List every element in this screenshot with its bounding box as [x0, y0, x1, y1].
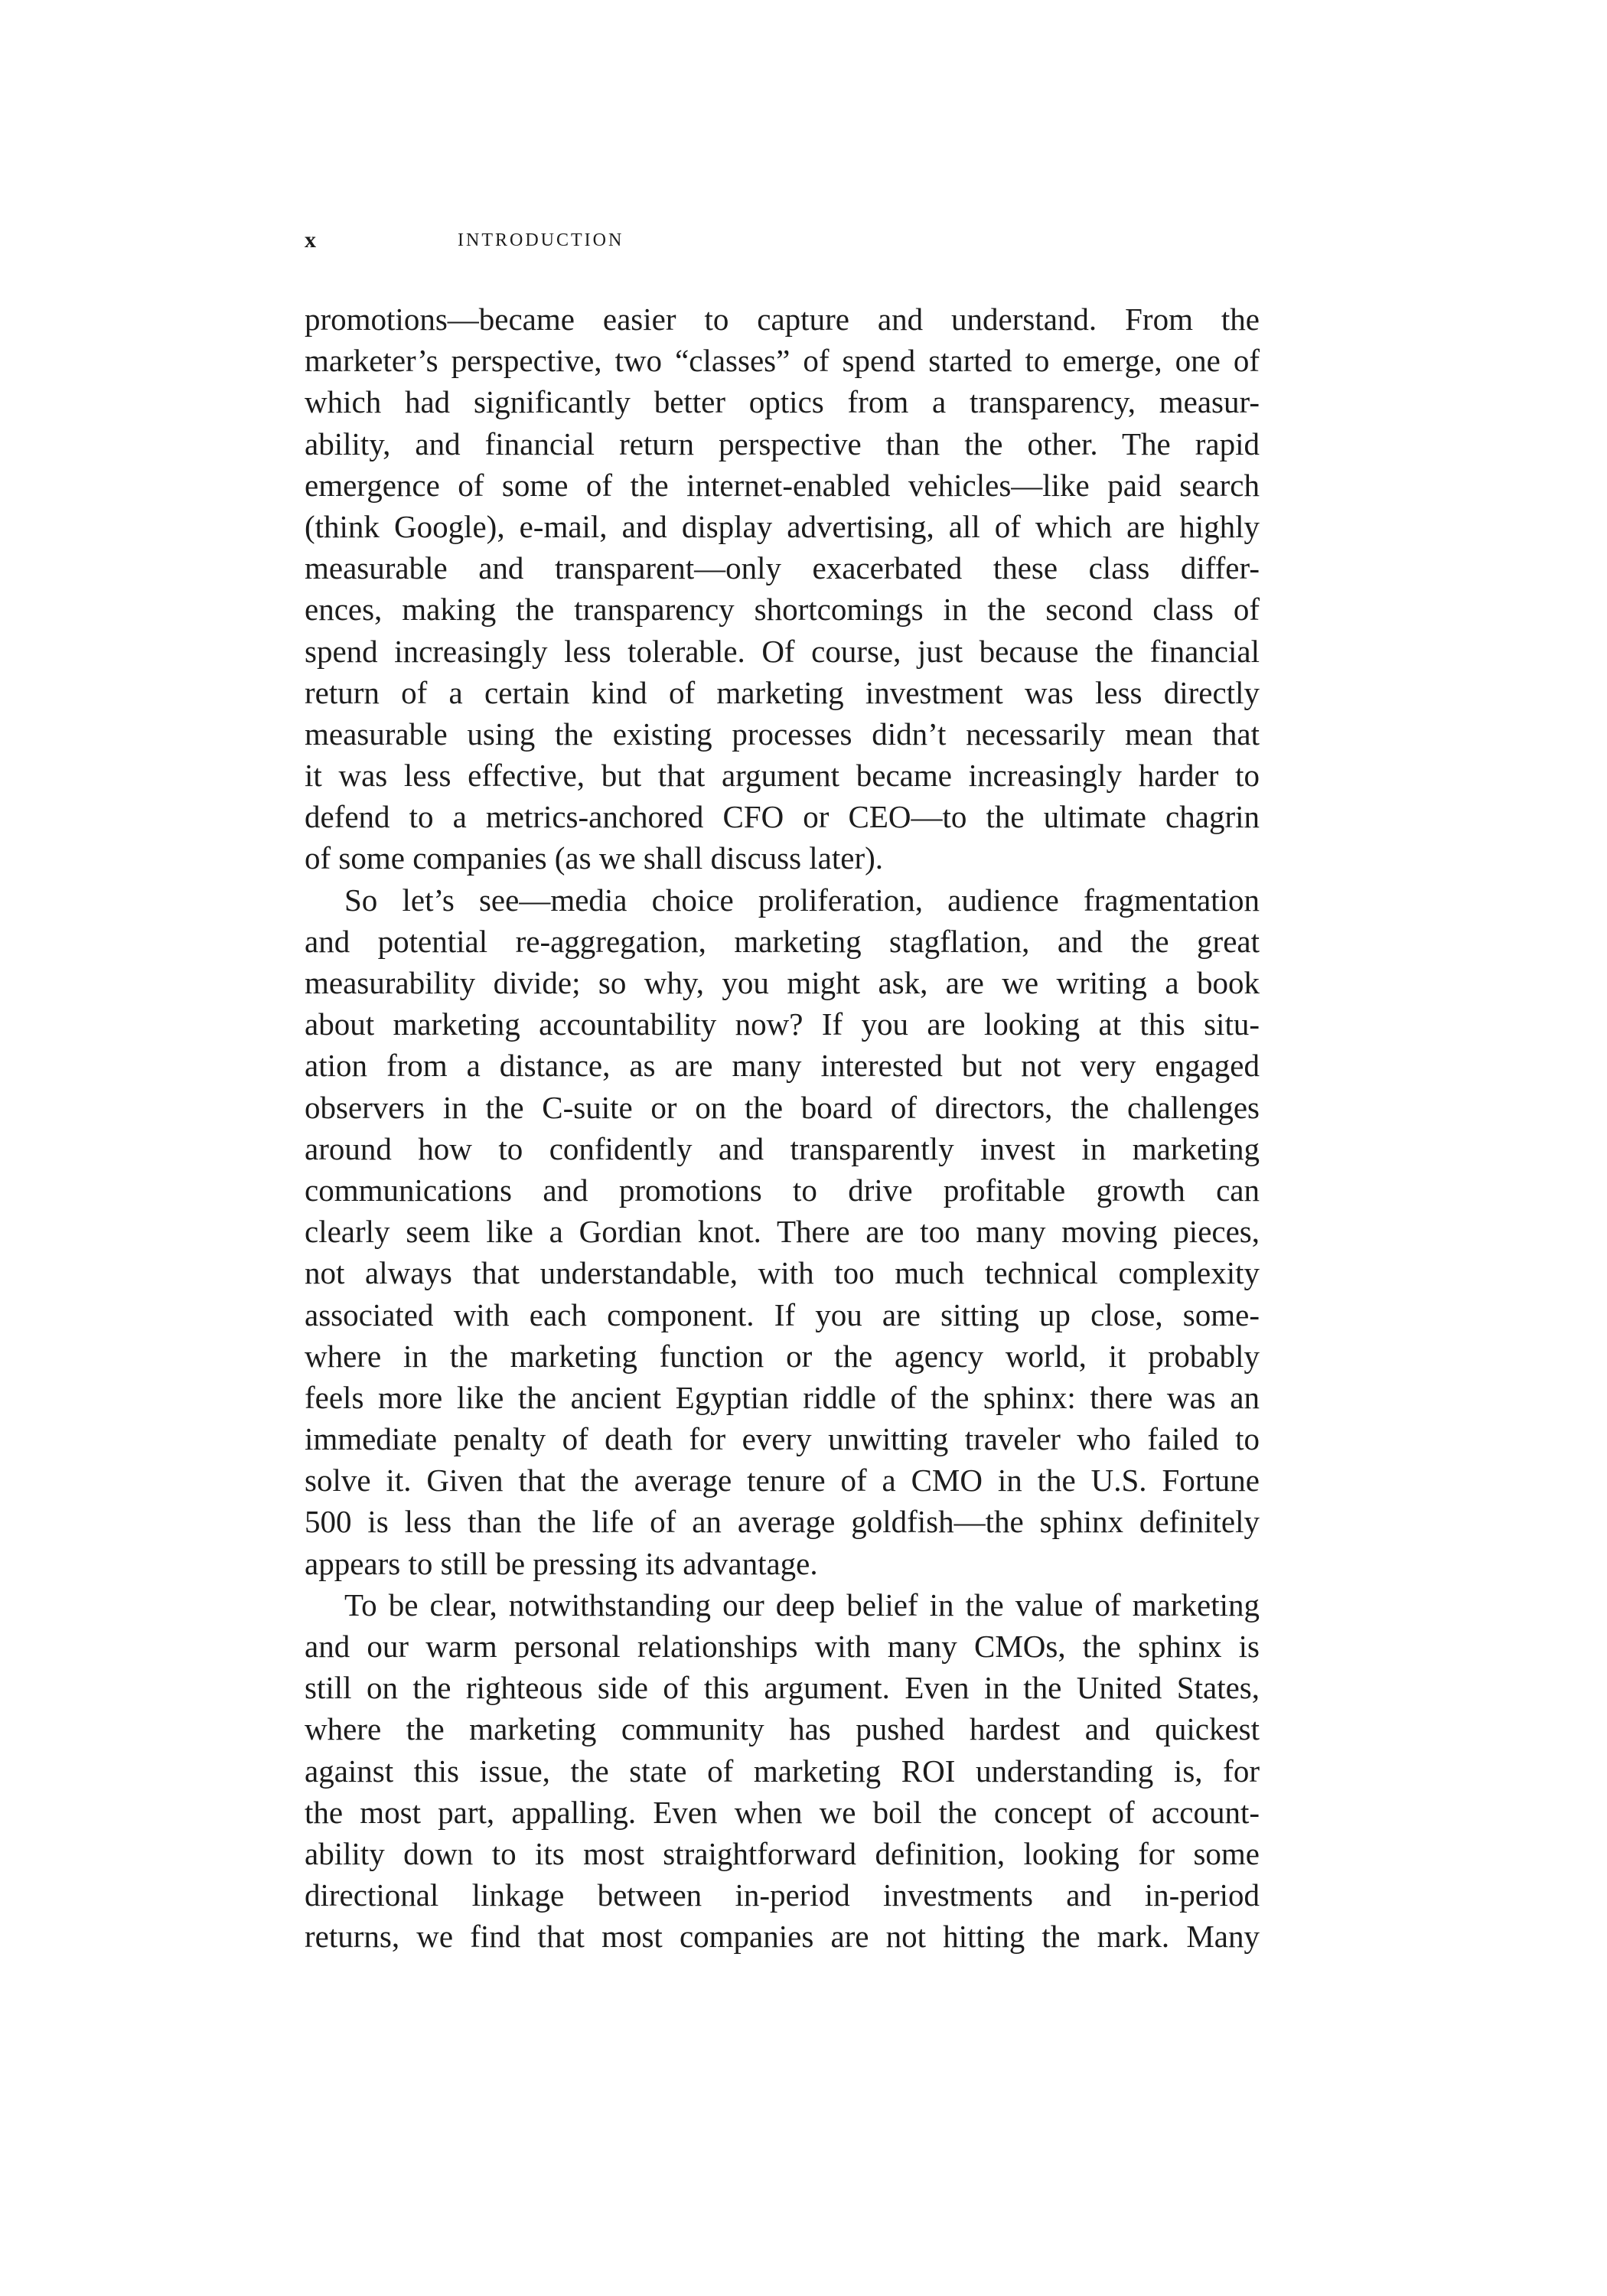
text-line: associated with each component. If you are sitting up close, some-	[305, 1296, 1260, 1332]
text-line: the most part, appalling. Even when we boil the concept of account-	[305, 1794, 1260, 1830]
text-line: observers in the C-suite or on the board of directors, the challenges	[305, 1089, 1260, 1125]
text-line: measurable and transparent—only exacerbated these class differ-	[305, 550, 1260, 586]
text-line: it was less effective, but that argument became increasingly harder to	[305, 758, 1260, 794]
page-number: x	[305, 227, 316, 253]
text-line: emergence of some of the internet-enabled vehicles—like paid search	[305, 467, 1260, 503]
text-line: measurability divide; so why, you might ask, are we writing a book	[305, 965, 1260, 1000]
text-line: and potential re-aggregation, marketing stagflation, and the great	[305, 923, 1260, 959]
text-line: of some companies (as we shall discuss later).	[305, 840, 884, 876]
text-line: spend increasingly less tolerable. Of course, just because the financial	[305, 633, 1260, 669]
body-text	[305, 298, 1260, 1958]
text-line: and our warm personal relationships with many CMOs, the sphinx is	[305, 1629, 1260, 1664]
running-header	[305, 225, 1260, 256]
text-line: marketer’s perspective, two “classes” of spend started to emerge, one of	[305, 343, 1260, 379]
text-line: defend to a metrics-anchored CFO or CEO—to the ultimate chagrin	[305, 799, 1260, 835]
text-line: promotions—became easier to capture and understand. From the	[305, 302, 1260, 337]
text-line: return of a certain kind of marketing investment was less directly	[305, 674, 1260, 710]
text-line: ability down to its most straightforward definition, looking for some	[305, 1835, 1260, 1871]
text-line: To be clear, notwithstanding our deep belief in the value of marketing	[344, 1587, 1260, 1623]
text-line: not always that understandable, with too much technical complexity	[305, 1255, 1260, 1291]
text-line: where the marketing community has pushed hardest and quickest	[305, 1711, 1260, 1747]
running-head-title: INTRODUCTION	[458, 230, 624, 250]
text-line: appears to still be pressing its advantage.	[305, 1545, 818, 1581]
text-line: ences, making the transparency shortcomings in the second class of	[305, 592, 1260, 628]
text-line: (think Google), e-mail, and display advertising, all of which are highly	[305, 508, 1260, 544]
text-line: feels more like the ancient Egyptian riddle of the sphinx: there was an	[305, 1379, 1260, 1415]
text-line: returns, we find that most companies are not hitting the mark. Many	[305, 1919, 1260, 1955]
text-line: ation from a distance, as are many interested but not very engaged	[305, 1048, 1260, 1084]
text-line: So let’s see—media choice proliferation, audience fragmentation	[344, 882, 1260, 918]
text-line: where in the marketing function or the agency world, it probably	[305, 1338, 1260, 1374]
paragraph-2	[305, 879, 1260, 1584]
text-line: clearly seem like a Gordian knot. There are too many moving pieces,	[305, 1214, 1260, 1250]
text-line: ability, and financial return perspective than the other. The rapid	[305, 426, 1260, 461]
text-line: solve it. Given that the average tenure of a CMO in the U.S. Fortune	[305, 1463, 1260, 1499]
text-line: measurable using the existing processes didn’t necessarily mean that	[305, 716, 1260, 752]
text-line: which had significantly better optics from a transparency, measur-	[305, 384, 1260, 420]
text-line: against this issue, the state of marketing ROI understanding is, for	[305, 1753, 1260, 1789]
text-line: about marketing accountability now? If you are looking at this situ-	[305, 1006, 1260, 1042]
text-line: immediate penalty of death for every unwitting traveler who failed to	[305, 1421, 1260, 1457]
text-line: around how to confidently and transparently invest in marketing	[305, 1130, 1260, 1166]
text-line: communications and promotions to drive profitable growth can	[305, 1172, 1260, 1208]
paragraph-3	[305, 1584, 1260, 1958]
text-line: still on the righteous side of this argument. Even in the United States,	[305, 1670, 1260, 1706]
text-line: directional linkage between in-period investments and in-period	[305, 1877, 1260, 1913]
text-line: 500 is less than the life of an average goldfish—the sphinx definitely	[305, 1504, 1260, 1540]
paragraph-1	[305, 298, 1260, 879]
